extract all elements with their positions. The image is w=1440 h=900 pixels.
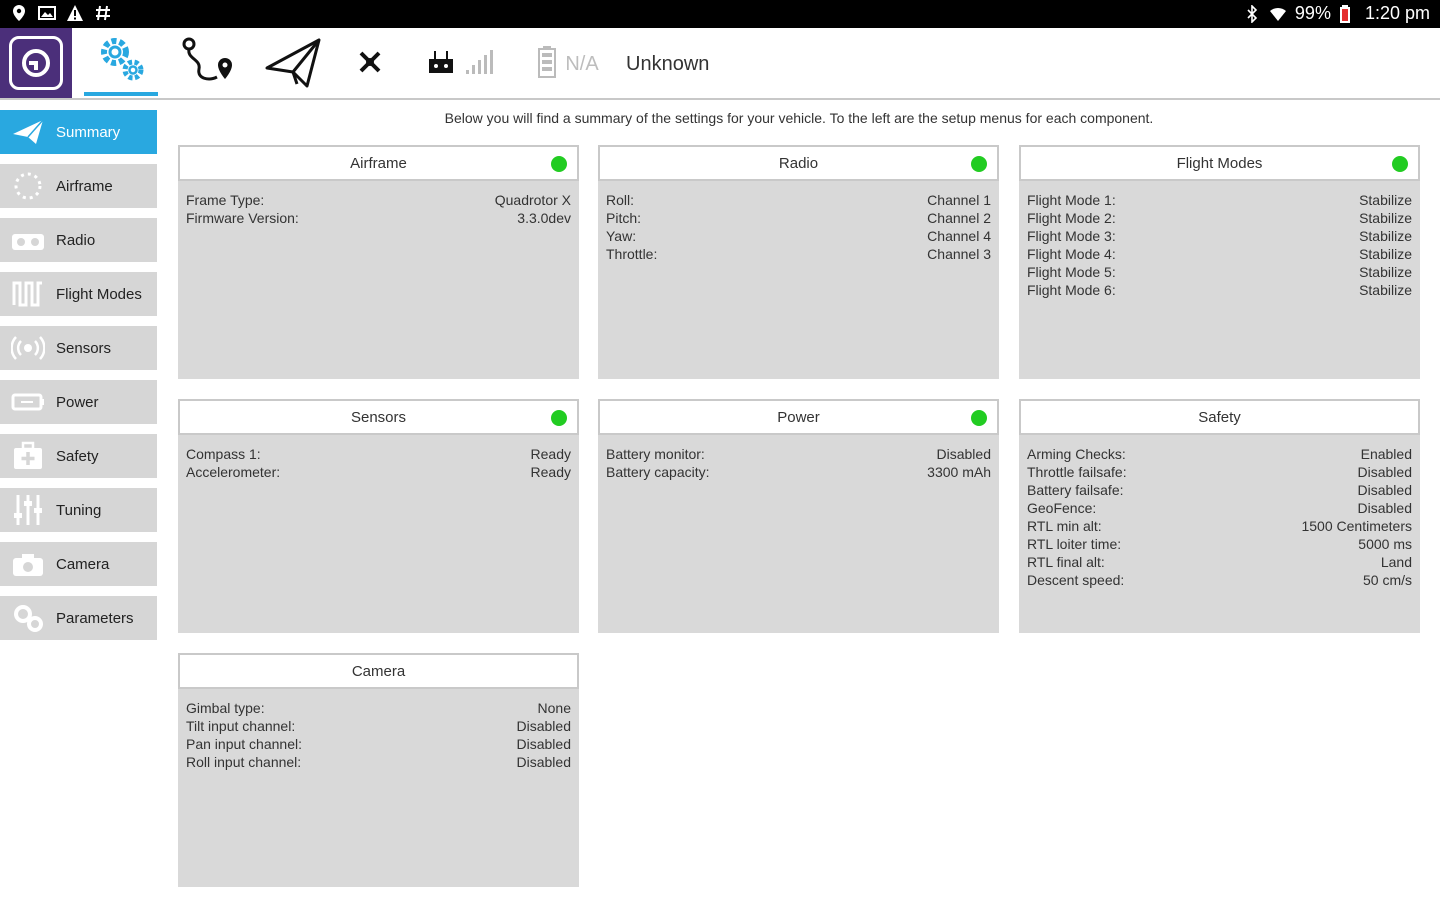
card-title: Radio [778, 154, 819, 172]
setup-sidebar [0, 110, 157, 650]
airframe-icon [10, 171, 46, 201]
card-row [186, 735, 571, 753]
app-logo-button[interactable] [0, 28, 72, 98]
sidebar-item-parameters[interactable] [0, 596, 157, 640]
card-title: Safety [1198, 408, 1241, 426]
power-card [598, 399, 999, 633]
card-body [598, 181, 999, 263]
top-toolbar [0, 28, 1440, 100]
card-body [1019, 435, 1420, 589]
row-value: Stabilize [1359, 264, 1412, 280]
paper-plane-icon [263, 34, 323, 95]
sidebar-item-airframe[interactable] [0, 164, 157, 208]
row-label: Gimbal type: [186, 700, 265, 716]
card-row [606, 191, 991, 209]
row-value: 3.3.0dev [517, 210, 571, 226]
status-ok-indicator [551, 156, 567, 172]
row-label: Flight Mode 6: [1027, 282, 1116, 298]
card-row [1027, 445, 1412, 463]
sidebar-item-sensors[interactable] [0, 326, 157, 370]
row-value: Disabled [1357, 500, 1412, 516]
card-title: Power [777, 408, 820, 426]
row-value: Land [1380, 554, 1412, 570]
row-value: Disabled [1357, 482, 1412, 498]
row-label: RTL loiter time: [1027, 536, 1122, 552]
row-value: Disabled [516, 754, 571, 770]
row-value: Channel 2 [927, 210, 991, 226]
airframe-card [178, 145, 579, 379]
row-value: Disabled [516, 736, 571, 752]
safety-kit-icon [10, 441, 46, 471]
row-value: Stabilize [1359, 282, 1412, 298]
row-value: Disabled [516, 718, 571, 734]
row-value: Stabilize [1359, 192, 1412, 208]
sidebar-item-radio[interactable] [0, 218, 157, 262]
fly-tab[interactable] [258, 32, 328, 96]
sidebar-item-label: Parameters [56, 609, 134, 627]
row-label: Descent speed: [1027, 572, 1125, 588]
row-label: Battery monitor: [606, 446, 705, 462]
card-title: Flight Modes [1176, 154, 1263, 172]
row-label: Flight Mode 2: [1027, 210, 1116, 226]
row-label: Flight Mode 1: [1027, 192, 1116, 208]
card-body [1019, 181, 1420, 299]
row-label: Arming Checks: [1027, 446, 1126, 462]
status-bar-left [10, 4, 112, 22]
card-row [186, 209, 571, 227]
card-row [1027, 553, 1412, 571]
card-row [1027, 245, 1412, 263]
row-value: 1500 Centimeters [1301, 518, 1412, 534]
sidebar-item-safety[interactable] [0, 434, 157, 478]
row-label: Flight Mode 3: [1027, 228, 1116, 244]
sidebar-item-label: Safety [56, 447, 99, 465]
card-body [178, 435, 579, 481]
status-bar-time: 1:20 pm [1364, 3, 1430, 23]
card-row [1027, 281, 1412, 299]
card-header[interactable] [598, 145, 999, 181]
card-body [178, 689, 579, 771]
sidebar-item-label: Tuning [56, 501, 102, 519]
card-row [1027, 499, 1412, 517]
row-label: Throttle failsafe: [1027, 464, 1127, 480]
card-title: Camera [351, 662, 406, 680]
summary-description: Below you will find a summary of the settings for your vehicle. To the left are the setup menus for each component. [444, 110, 1154, 126]
flight-plan-tab[interactable] [172, 32, 242, 96]
card-row [1027, 517, 1412, 535]
row-label: RTL min alt: [1027, 518, 1102, 534]
card-row [606, 209, 991, 227]
row-value: Ready [530, 464, 571, 480]
camera-icon [10, 549, 46, 579]
card-row [606, 445, 991, 463]
location-icon [10, 4, 28, 22]
sidebar-item-flight-modes[interactable] [0, 272, 157, 316]
status-ok-indicator [971, 156, 987, 172]
flight-mode-status[interactable] [626, 32, 726, 96]
row-value: Channel 4 [927, 228, 991, 244]
card-header[interactable] [1019, 145, 1420, 181]
row-label: RTL final alt: [1027, 554, 1105, 570]
paper-plane-icon [10, 117, 46, 147]
sidebar-item-summary[interactable] [0, 110, 157, 154]
card-row [186, 699, 571, 717]
status-ok-indicator [971, 410, 987, 426]
card-title: Airframe [350, 154, 407, 172]
card-row [186, 445, 571, 463]
row-value: Stabilize [1359, 210, 1412, 226]
row-value: Channel 1 [927, 192, 991, 208]
card-row [606, 227, 991, 245]
status-ok-indicator [551, 410, 567, 426]
setup-tab[interactable] [84, 32, 158, 96]
battery-percentage: 99% [1294, 3, 1331, 23]
card-body [598, 435, 999, 481]
wifi-icon [1269, 5, 1287, 23]
row-label: Throttle: [606, 246, 658, 262]
card-row [606, 463, 991, 481]
sidebar-item-camera[interactable] [0, 542, 157, 586]
row-value: 5000 ms [1358, 536, 1412, 552]
battery-status[interactable] [528, 32, 608, 96]
row-value: Quadrotor X [494, 192, 571, 208]
row-value: Stabilize [1359, 228, 1412, 244]
flight-modes-card [1019, 145, 1420, 379]
radio-icon [10, 225, 46, 255]
row-value: Disabled [936, 446, 991, 462]
card-row [1027, 209, 1412, 227]
app-logo-icon [9, 36, 63, 90]
android-status-bar [0, 0, 1440, 28]
signal-bars-icon [464, 48, 494, 81]
radio-card [598, 145, 999, 379]
row-label: Battery failsafe: [1027, 482, 1124, 498]
card-header[interactable] [178, 145, 579, 181]
sidebar-item-tuning[interactable] [0, 488, 157, 532]
card-row [1027, 263, 1412, 281]
sidebar-item-label: Radio [56, 231, 96, 249]
card-row [186, 463, 571, 481]
rc-rssi-status[interactable] [420, 32, 500, 96]
row-label: Firmware Version: [186, 210, 299, 226]
parameters-gears-icon [10, 603, 46, 633]
card-row [1027, 227, 1412, 245]
row-label: GeoFence: [1027, 500, 1097, 516]
card-header[interactable] [178, 653, 579, 689]
battery-icon [537, 45, 557, 84]
image-icon [38, 4, 56, 22]
card-row [186, 717, 571, 735]
sidebar-item-label: Airframe [56, 177, 113, 195]
sidebar-item-label: Flight Modes [56, 285, 142, 303]
sidebar-item-label: Camera [56, 555, 110, 573]
row-value: Stabilize [1359, 246, 1412, 262]
safety-card [1019, 399, 1420, 633]
tuning-sliders-icon [10, 495, 46, 525]
card-title: Sensors [350, 408, 407, 426]
card-row [186, 191, 571, 209]
row-label: Accelerometer: [186, 464, 281, 480]
row-label: Frame Type: [186, 192, 265, 208]
sensors-card [178, 399, 579, 633]
row-label: Tilt input channel: [186, 718, 296, 734]
card-row [186, 753, 571, 771]
card-row [1027, 191, 1412, 209]
row-value: 50 cm/s [1362, 572, 1412, 588]
card-header[interactable] [598, 399, 999, 435]
bluetooth-icon [1243, 5, 1261, 23]
card-row [1027, 463, 1412, 481]
settings-gears-icon [93, 34, 149, 91]
status-ok-indicator [1392, 156, 1408, 172]
flight-modes-icon [10, 279, 46, 309]
sidebar-item-label: Summary [56, 123, 121, 141]
card-row [606, 245, 991, 263]
row-label: Yaw: [606, 228, 637, 244]
battery-value: N/A [565, 52, 599, 75]
sidebar-item-label: Power [56, 393, 99, 411]
row-value: 3300 mAh [927, 464, 991, 480]
route-marker-icon [177, 34, 237, 95]
card-header[interactable] [178, 399, 579, 435]
row-value: Channel 3 [927, 246, 991, 262]
row-label: Flight Mode 5: [1027, 264, 1116, 280]
row-label: Flight Mode 4: [1027, 246, 1116, 262]
row-value: Disabled [1357, 464, 1412, 480]
hash-icon [94, 4, 112, 22]
card-header[interactable] [1019, 399, 1420, 435]
gps-status[interactable] [350, 32, 390, 96]
satellite-icon [355, 47, 385, 82]
sidebar-item-label: Sensors [56, 339, 112, 357]
row-value: Enabled [1360, 446, 1412, 462]
sidebar-item-power[interactable] [0, 380, 157, 424]
card-row [1027, 571, 1412, 589]
row-value: None [537, 700, 571, 716]
card-row [1027, 481, 1412, 499]
row-label: Pan input channel: [186, 736, 302, 752]
warning-icon [66, 4, 84, 22]
row-label: Roll: [606, 192, 635, 208]
battery-icon [1339, 5, 1357, 23]
row-label: Compass 1: [186, 446, 261, 462]
flight-mode-label: Unknown [626, 52, 710, 75]
row-label: Pitch: [606, 210, 642, 226]
card-row [1027, 535, 1412, 553]
card-body [178, 181, 579, 227]
row-value: Ready [530, 446, 571, 462]
power-battery-icon [10, 387, 46, 417]
row-label: Battery capacity: [606, 464, 710, 480]
status-bar-right [1243, 3, 1430, 24]
camera-card [178, 653, 579, 887]
sensors-icon [10, 333, 46, 363]
rc-transmitter-icon [426, 47, 456, 82]
row-label: Roll input channel: [186, 754, 302, 770]
